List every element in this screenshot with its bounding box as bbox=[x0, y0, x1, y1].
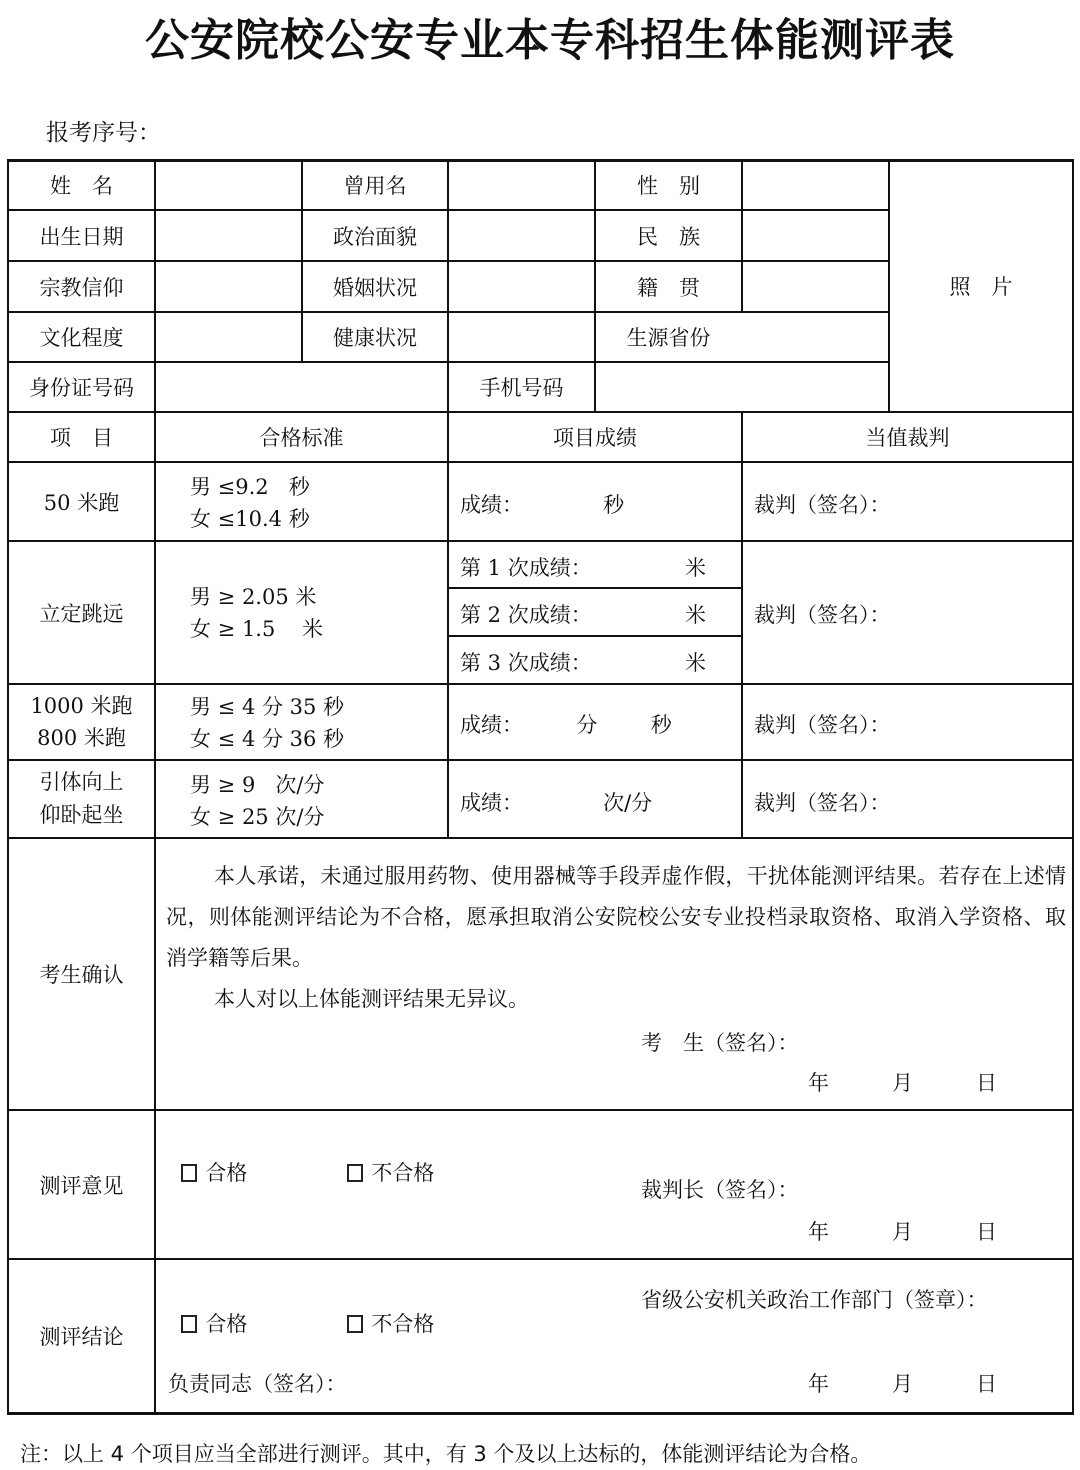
phone-field[interactable] bbox=[596, 363, 888, 411]
opinion-date[interactable]: 年 月 日 bbox=[808, 1220, 997, 1244]
serial-number-label: 报考序号： bbox=[46, 120, 161, 146]
header-standard: 合格标准 bbox=[259, 426, 344, 450]
political-status-label: 政治面貌 bbox=[333, 224, 417, 249]
standard-male: 男 ≥ 2.05 米 bbox=[190, 585, 317, 609]
option-label: 不合格 bbox=[371, 1161, 435, 1185]
department-seal[interactable]: 省级公安机关政治工作部门（签章）： bbox=[641, 1288, 988, 1312]
id-number-field[interactable] bbox=[156, 363, 447, 411]
attempt-1-result[interactable]: 第 1 次成绩： bbox=[460, 556, 592, 580]
standard-pullup-situp bbox=[190, 769, 324, 833]
name-label: 姓 名 bbox=[50, 174, 113, 198]
health-status-label: 健康状况 bbox=[333, 326, 417, 350]
conclusion-fail-option[interactable] bbox=[334, 1284, 434, 1338]
col-divider bbox=[741, 411, 743, 838]
marital-status-field[interactable] bbox=[449, 262, 594, 311]
attempt-2-unit: 米 bbox=[685, 603, 706, 627]
checkbox-icon[interactable] bbox=[181, 1164, 197, 1182]
sub-row-divider bbox=[448, 635, 742, 637]
health-status-field[interactable] bbox=[449, 313, 594, 361]
row-divider bbox=[8, 540, 1074, 542]
judge-signature-50m[interactable]: 裁判（签名）： bbox=[754, 493, 891, 517]
standard-male: 男 ≤ 4 分 35 秒 bbox=[190, 695, 345, 719]
opinion-pass-option[interactable] bbox=[168, 1133, 247, 1187]
checkbox-icon[interactable] bbox=[181, 1315, 197, 1333]
test-name-line: 800 米跑 bbox=[37, 726, 126, 750]
ethnicity-label: 民 族 bbox=[637, 224, 700, 249]
no-objection-paragraph: 本人对以上体能测评结果无异议。 bbox=[214, 987, 529, 1011]
test-name-line: 仰卧起坐 bbox=[39, 803, 124, 827]
form-title: 公安院校公安专业本专科招生体能测评表 bbox=[145, 15, 955, 66]
education-field[interactable] bbox=[156, 313, 301, 361]
political-status-field[interactable] bbox=[449, 211, 594, 260]
standard-male: 男 ≥ 9 次/分 bbox=[190, 773, 325, 797]
name-field[interactable] bbox=[156, 161, 301, 209]
attempt-1-unit: 米 bbox=[685, 556, 706, 580]
test-name-line: 1000 米跑 bbox=[30, 694, 133, 718]
judge-signature-distance-run[interactable]: 裁判（签名）： bbox=[754, 713, 891, 737]
conclusion-pass-option[interactable] bbox=[168, 1284, 247, 1338]
row-divider bbox=[8, 461, 1074, 463]
former-name-field[interactable] bbox=[449, 161, 594, 209]
row-divider bbox=[8, 683, 1074, 685]
standard-female: 女 ≥ 1.5 米 bbox=[190, 617, 324, 641]
phone-label: 手机号码 bbox=[479, 376, 564, 400]
religion-label: 宗教信仰 bbox=[39, 275, 124, 300]
native-place-field[interactable] bbox=[743, 262, 888, 311]
result-pullup-situp[interactable]: 成绩： 次/分 bbox=[460, 791, 653, 815]
standard-distance-run bbox=[190, 691, 344, 755]
gender-label: 性 别 bbox=[637, 174, 700, 198]
option-label: 合格 bbox=[205, 1161, 248, 1185]
responsible-signature[interactable]: 负责同志（签名）： bbox=[168, 1372, 347, 1396]
sub-row-divider bbox=[448, 587, 742, 589]
footnote: 注：以上 4 个项目应当全部进行测评。其中，有 3 个及以上达标的，体能测评结论为合格。 bbox=[20, 1442, 872, 1466]
row-divider bbox=[8, 1258, 1074, 1260]
row-divider bbox=[8, 1109, 1074, 1111]
attempt-3-result[interactable]: 第 3 次成绩： bbox=[460, 651, 592, 675]
id-number-label: 身份证号码 bbox=[29, 376, 134, 400]
standard-female: 女 ≤ 4 分 36 秒 bbox=[190, 727, 345, 751]
ethnicity-field[interactable] bbox=[743, 211, 888, 260]
religion-field[interactable] bbox=[156, 262, 301, 311]
attempt-2-result[interactable]: 第 2 次成绩： bbox=[460, 603, 592, 627]
test-name-line: 引体向上 bbox=[39, 770, 124, 794]
attempt-3-unit: 米 bbox=[685, 651, 706, 675]
standard-female: 女 ≤10.4 秒 bbox=[190, 507, 310, 531]
gender-field[interactable] bbox=[743, 161, 888, 209]
source-province-field[interactable] bbox=[743, 313, 888, 361]
education-label: 文化程度 bbox=[39, 326, 124, 350]
judge-signature-pullup-situp[interactable]: 裁判（签名）： bbox=[754, 791, 891, 815]
header-result: 项目成绩 bbox=[553, 426, 637, 450]
standard-female: 女 ≥ 25 次/分 bbox=[190, 805, 325, 829]
confirmation-label: 考生确认 bbox=[39, 963, 124, 987]
standard-long-jump bbox=[190, 581, 323, 645]
birth-date-label: 出生日期 bbox=[39, 224, 124, 249]
judge-signature-long-jump[interactable]: 裁判（签名）： bbox=[754, 603, 891, 627]
header-judge: 当值裁判 bbox=[865, 426, 950, 450]
row-divider bbox=[8, 837, 1074, 839]
result-50m[interactable]: 成绩： 秒 bbox=[460, 493, 625, 517]
source-province-label: 生源省份 bbox=[626, 326, 711, 350]
former-name-label: 曾用名 bbox=[343, 174, 407, 198]
col-divider bbox=[447, 159, 449, 838]
conclusion-date[interactable]: 年 月 日 bbox=[808, 1372, 997, 1396]
opinion-fail-option[interactable] bbox=[334, 1133, 434, 1187]
table-border-right bbox=[1072, 159, 1074, 1415]
native-place-label: 籍 贯 bbox=[637, 275, 700, 300]
test-name-distance-run bbox=[9, 685, 154, 759]
test-name-50m: 50 米跑 bbox=[43, 490, 120, 515]
photo-area[interactable]: 照 片 bbox=[949, 275, 1013, 299]
opinion-label: 测评意见 bbox=[39, 1173, 124, 1198]
checkbox-icon[interactable] bbox=[347, 1164, 363, 1182]
confirmation-text bbox=[166, 856, 1066, 1020]
chief-judge-signature[interactable]: 裁判长（签名）： bbox=[641, 1178, 799, 1202]
marital-status-label: 婚姻状况 bbox=[333, 275, 417, 300]
table-border-bottom bbox=[8, 1412, 1074, 1415]
candidate-signature[interactable]: 考 生（签名）： bbox=[641, 1031, 799, 1055]
candidate-date[interactable]: 年 月 日 bbox=[808, 1071, 997, 1095]
standard-male: 男 ≤9.2 秒 bbox=[190, 475, 310, 499]
commitment-paragraph: 本人承诺，未通过服用药物、使用器械等手段弄虚作假，干扰体能测评结果。若存在上述情况，则体能测评结论为不合格，愿承担取消公安院校公安专业投档录取资格、取消入学资格、取消学籍等后果。 bbox=[166, 864, 1066, 970]
option-label: 不合格 bbox=[371, 1312, 435, 1336]
test-name-long-jump: 立定跳远 bbox=[39, 601, 124, 626]
checkbox-icon[interactable] bbox=[347, 1315, 363, 1333]
result-distance-run[interactable]: 成绩： 分 秒 bbox=[460, 713, 672, 737]
standard-50m bbox=[190, 471, 310, 535]
header-item: 项 目 bbox=[50, 426, 113, 450]
row-divider bbox=[8, 759, 1074, 761]
conclusion-label: 测评结论 bbox=[39, 1325, 124, 1349]
option-label: 合格 bbox=[205, 1312, 248, 1336]
birth-date-field[interactable] bbox=[156, 211, 301, 260]
test-name-pullup-situp bbox=[9, 761, 154, 837]
